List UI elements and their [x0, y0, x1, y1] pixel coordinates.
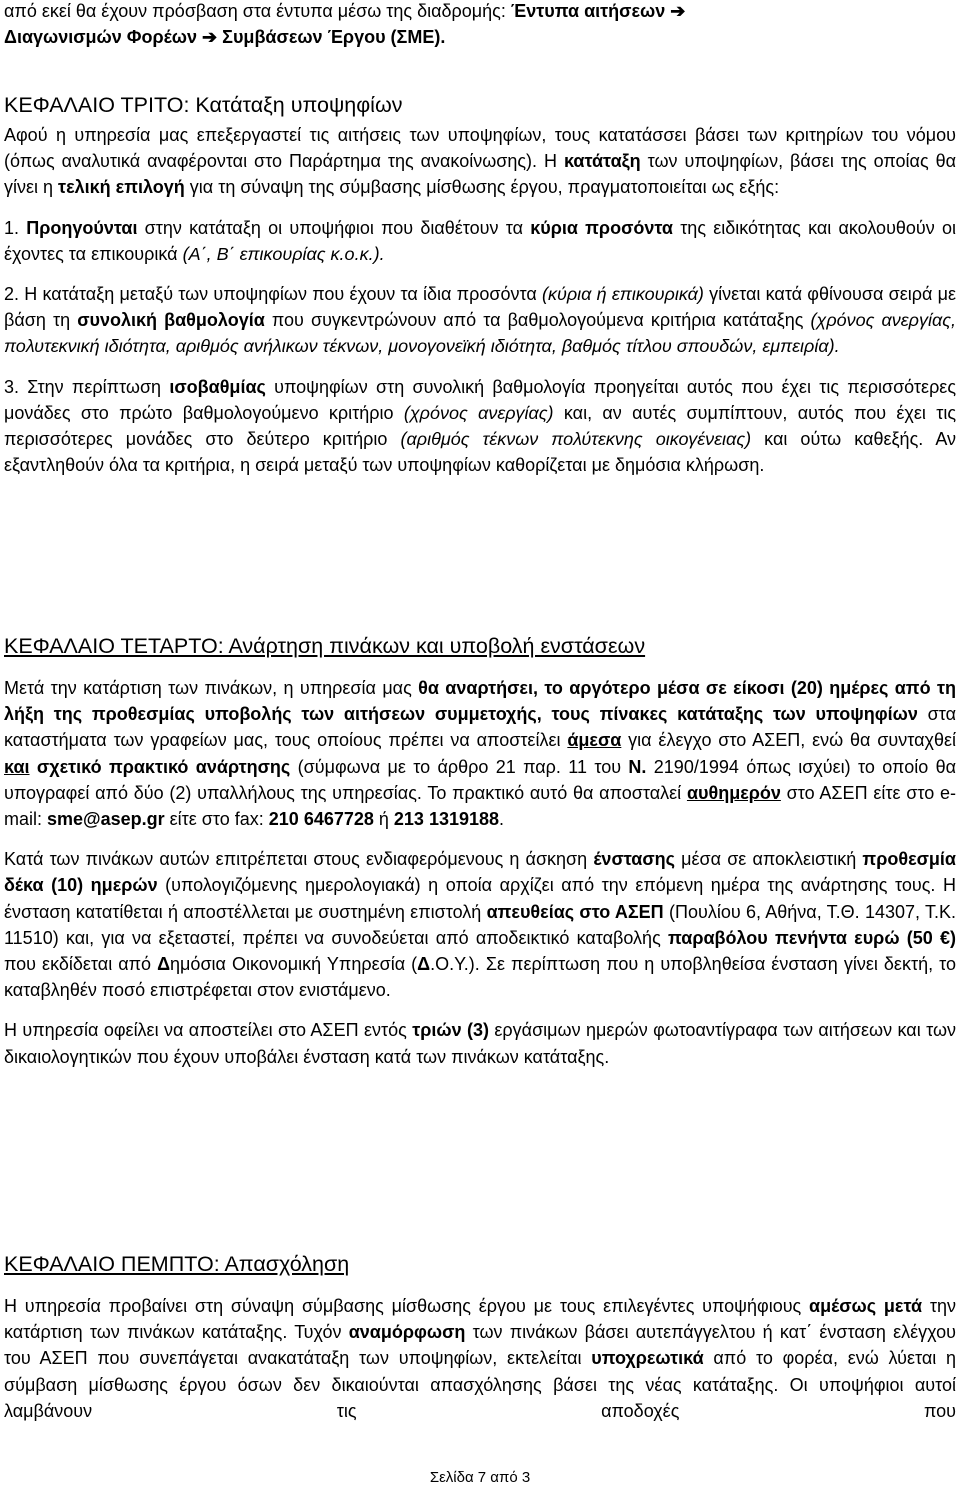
text-italic: (αριθμός τέκνων πολύτεκνης οικογένειας): [400, 429, 752, 450]
text-bold: απευθείας στο ΑΣΕΠ: [486, 901, 664, 922]
text-italic: (κύρια ή επικουρικά): [541, 284, 704, 305]
ch3-item-3: [4, 374, 956, 479]
text-bold: ένστασης: [593, 849, 676, 870]
page-number-footer: Σελίδα 7 από 3: [429, 1469, 531, 1486]
text: στην κατάταξη οι υποψήφιοι που διαθέτουν τα: [137, 217, 531, 238]
text-bold-underline: και: [4, 756, 30, 777]
intro-block: [4, 0, 956, 50]
text-bold: κατάταξη: [563, 151, 641, 172]
fax-number: 213 1319188: [393, 809, 500, 830]
chapter-4-body: [4, 675, 956, 1070]
text: εργάσιμων ημερών φωτοαντίγραφα των αιτήσεων και των δικαιολογητικών που έχουν υποβάλει ένσταση κατά των πινάκων κατάταξης.: [4, 1020, 957, 1067]
text-bold: Προηγούνται: [26, 217, 138, 238]
text: ημόσια Οικονομική Υπηρεσία (: [170, 954, 418, 975]
text-bold: Ν.: [628, 756, 647, 777]
text: [30, 757, 37, 777]
ch4-paragraph-3: [4, 1017, 956, 1069]
email-address: sme@asep.gr: [47, 809, 165, 830]
text: (σύμφωνα με το άρθρο 21 παρ. 11 του: [290, 756, 629, 777]
text: Η υπηρεσία οφείλει να αποστείλει στο ΑΣΕΠ εντός: [4, 1020, 413, 1041]
text: από το φορέα, ενώ λύεται η σύμβαση μίσθωσης έργου όσων δεν δικαιούνται απασχόλησης βάσει της νέας κατάταξης. Οι υποψήφιοι αυτοί λαμβάνουν τις αποδοχές που: [4, 1348, 956, 1421]
text-bold: σχετικό πρακτικό ανάρτησης: [36, 756, 291, 777]
chapter-5-body: [4, 1293, 956, 1424]
text-bold: τριών (3): [412, 1020, 489, 1041]
text-bold: Δ: [157, 954, 171, 975]
text: 2190/1994 όπως ισχύει) το οποίο θα υπογραφεί από δύο (2) υπαλλήλους της υπηρεσίας. Το πρακτικό αυτό θα αποσταλεί: [4, 756, 956, 803]
text: που συγκεντρώνουν από τα βαθμολογούμενα κριτήρια κατάταξης: [264, 310, 811, 331]
text-bold: αναμόρφωση: [348, 1322, 466, 1343]
path-step-competitions: Διαγωνισμών Φορέων: [4, 27, 198, 48]
text-bold: υποχρεωτικά: [591, 1348, 704, 1369]
text: Μετά την κατάρτιση των πινάκων, η υπηρεσία μας: [4, 678, 419, 698]
text-italic: (Α΄, Β΄ επικουρίας κ.ο.κ.).: [182, 243, 385, 264]
text: υποψηφίων στη συνολική βαθμολογία προηγείται αυτός που έχει τις περισσότερες μονάδες στο πρώτο βαθμολογούμενο κριτήριο: [4, 376, 957, 423]
text-bold: συνολική βαθμολογία: [77, 310, 265, 331]
text-bold: τελική επιλογή: [58, 177, 185, 198]
intro-line-1: [4, 0, 956, 24]
text-bold: παραβόλου πενήντα ευρώ (50 €): [667, 927, 956, 948]
text: Κατά των πινάκων αυτών επιτρέπεται στους ενδιαφερόμενους η άσκηση: [4, 849, 594, 870]
chapter-3-title: ΚΕΦΑΛΑΙΟ ΤΡΙΤΟ: Κατάταξη υποψηφίων: [4, 93, 403, 117]
text-bold: προθεσμία δέκα (10) ημερών: [4, 849, 956, 896]
text-bold: αμέσως μετά: [809, 1296, 923, 1316]
path-step-forms: Έντυπα αιτήσεων: [510, 1, 666, 21]
ch4-paragraph-2: [4, 846, 956, 1003]
ch4-paragraph-1: [4, 675, 956, 832]
text-bold-underline: άμεσα: [567, 730, 622, 751]
path-step-contracts: Συμβάσεων Έργου (ΣΜΕ).: [222, 27, 446, 48]
text: (Πουλίου 6, Αθήνα, Τ.Θ. 14307, Τ.Κ. 11510) και, για να εξεταστεί, πρέπει να συνοδεύεται από αποδεικτικό καταβολής: [4, 901, 956, 948]
item-number: 1.: [4, 217, 27, 238]
text: στο ΑΣΕΠ είτε στο e-mail:: [4, 782, 957, 830]
text: είτε στο fax:: [164, 809, 269, 830]
text-bold: κύρια προσόντα: [530, 217, 673, 238]
ch3-paragraph-1: [4, 122, 956, 201]
ch3-item-2: [4, 281, 956, 360]
text: της ειδικότητας και ακολουθούν οι έχοντες τα επικουρικά: [4, 217, 957, 264]
text: για έλεγχο στο ΑΣΕΠ, ενώ θα συνταχθεί: [621, 730, 956, 751]
text: των πινάκων βάσει αυτεπάγγελτου ή κατ΄ ένσταση ελέγχου του ΑΣΕΠ που συνεπάγεται ανακατάταξη των υποψηφίων, εκτελείται: [4, 1322, 957, 1369]
text: γίνεται κατά φθίνουσα σειρά με βάση τη: [4, 284, 956, 331]
intro-line-2: [4, 24, 956, 50]
text-bold-underline: αυθημερόν: [686, 782, 781, 803]
ch3-item-1: [4, 215, 956, 267]
text-bold: ισοβαθμίας: [169, 376, 266, 397]
text: 2. Η κατάταξη μεταξύ των υποψηφίων που έχουν τα ίδια προσόντα: [4, 284, 542, 305]
text: Αφού η υπηρεσία μας επεξεργαστεί τις αιτήσεις των υποψηφίων, τους κατατάσσει βάσει των κριτηρίων του νόμου (όπως αναλυτικά αναφέρονται στο Παράρτημα της ανακοίνωσης). Η: [4, 125, 956, 172]
text: 3. Στην περίπτωση: [4, 376, 170, 397]
text: Η υπηρεσία προβαίνει στη σύναψη σύμβασης μίσθωσης έργου με τους επιλεγέντες υποψήφιους: [4, 1296, 810, 1316]
text-bold: θα αναρτήσει, το αργότερο μέσα σε είκοσι (20) ημέρες από τη λήξη της προθεσμίας υποβολής των αιτήσεων συμμετοχής, τους πίνακες κατάταξης των υποψηφίων: [4, 678, 956, 725]
text-italic: (χρόνος ανεργίας, πολυτεκνική ιδιότητα, αριθμός ανήλικων τέκνων, μονογονεϊκή ιδιότητα, βαθμός τίτλου σπουδών, εμπειρία).: [4, 310, 956, 357]
text: .Ο.Υ.). Σε περίπτωση που η υποβληθείσα ένσταση γίνει δεκτή, το καταβληθέν ποσό επιστρέφεται στον ενιστάμενο.: [4, 954, 956, 1001]
intro-text: από εκεί θα έχουν πρόσβαση στα έντυπα μέσω της διαδρομής:: [4, 1, 511, 21]
text: (υπολογιζόμενης ημερολογιακά) η οποία αρχίζει από την επόμενη ημέρα της ανάρτησης τους. Η ένσταση κατατίθεται ή αποστέλλεται με συστημένη επιστολή: [4, 875, 956, 922]
text: που εκδίδεται από: [4, 954, 158, 975]
chapter-5-title: ΚΕΦΑΛΑΙΟ ΠΕΜΠΤΟ: Απασχόληση: [4, 1252, 350, 1276]
text: και ούτω καθεξής. Αν εξαντληθούν όλα τα κριτήρια, η σειρά μεταξύ των υποψηφίων καθορίζεται με δημόσια κλήρωση.: [4, 429, 957, 476]
text: ή: [373, 809, 394, 830]
text: των υποψηφίων, βάσει της οποίας θα γίνει η: [4, 151, 956, 198]
text: και, αν αυτές συμπίπτουν, αυτός που έχει τις περισσότερες μονάδες στο δεύτερο κριτήριο: [4, 402, 956, 450]
text-italic: (χρόνος ανεργίας): [403, 402, 554, 423]
arrow-right-icon: ➔: [202, 27, 218, 48]
text: μέσα σε αποκλειστική: [675, 849, 863, 870]
text: .: [499, 809, 505, 830]
text: για τη σύναψη της σύμβασης μίσθωσης έργου, πραγματοποιείται ως εξής:: [184, 177, 780, 198]
chapter-4-title: ΚΕΦΑΛΑΙΟ ΤΕΤΑΡΤΟ: Ανάρτηση πινάκων και υποβολή ενστάσεων: [4, 634, 646, 658]
ch5-paragraph-1: [4, 1293, 956, 1424]
fax-number: 210 6467728: [268, 809, 374, 830]
text: την κατάρτιση των πινάκων κατάταξης. Τυχόν: [4, 1296, 957, 1343]
chapter-3-body: [4, 122, 956, 478]
text-bold: Δ: [417, 954, 431, 975]
arrow-right-icon: ➔: [670, 1, 686, 21]
text: στα καταστήματα των γραφείων μας, τους οποίους πρέπει να αποστείλει: [4, 704, 956, 751]
